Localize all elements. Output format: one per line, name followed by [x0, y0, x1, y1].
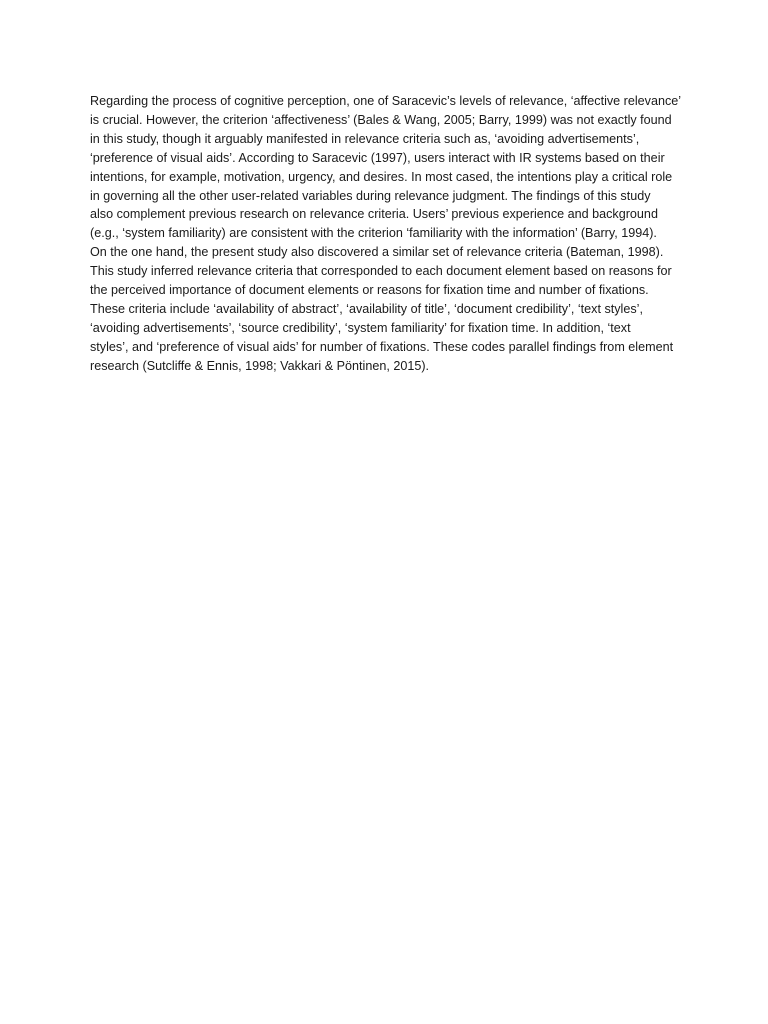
paragraph-line: This study inferred relevance criteria that corresponded to each document element based on reasons for [90, 264, 672, 279]
paragraph-line: intentions, for example, motivation, urgency, and desires. In most cased, the intentions play a critical role [90, 169, 673, 184]
paragraph-line: also complement previous research on relevance criteria. Users’ previous experience and background [90, 207, 658, 222]
paragraph-line: is crucial. However, the criterion ‘affectiveness’ (Bales & Wang, 2005; Barry, 1999) was not exactly found [90, 112, 672, 127]
paragraph-line: Regarding the process of cognitive perception, one of Saracevic’s levels of relevance, ‘affective relevance’ [90, 94, 682, 108]
paragraph-line: in this study, though it arguably manifested in relevance criteria such as, ‘avoiding advertisements’, [90, 131, 640, 146]
paragraph-line: in governing all the other user-related variables during relevance judgment. The findings of this study [90, 188, 651, 203]
paragraph-line: ‘preference of visual aids’. According to Saracevic (1997), users interact with IR systems based on their [90, 150, 665, 165]
paragraph-line: These criteria include ‘availability of abstract’, ‘availability of title’, ‘document credibility’, ‘text styles’, [90, 301, 643, 316]
paragraph-line: styles’, and ‘preference of visual aids’ for number of fixations. These codes parallel findings from element [90, 339, 674, 354]
paragraph-line: ‘avoiding advertisements’, ‘source credibility’, ‘system familiarity’ for fixation time. In addition, ‘text [90, 320, 631, 335]
body-paragraph [90, 92, 682, 376]
paragraph-line: (e.g., ‘system familiarity) are consistent with the criterion ‘familiarity with the information’ (Barry, 1994). [90, 226, 657, 241]
paragraph-line: research (Sutcliffe & Ennis, 1998; Vakkari & Pöntinen, 2015). [90, 358, 430, 373]
paragraph-line: On the one hand, the present study also discovered a similar set of relevance criteria (Bateman, 1998). [90, 245, 664, 260]
paragraph-line: the perceived importance of document elements or reasons for fixation time and number of fixations. [90, 283, 649, 298]
